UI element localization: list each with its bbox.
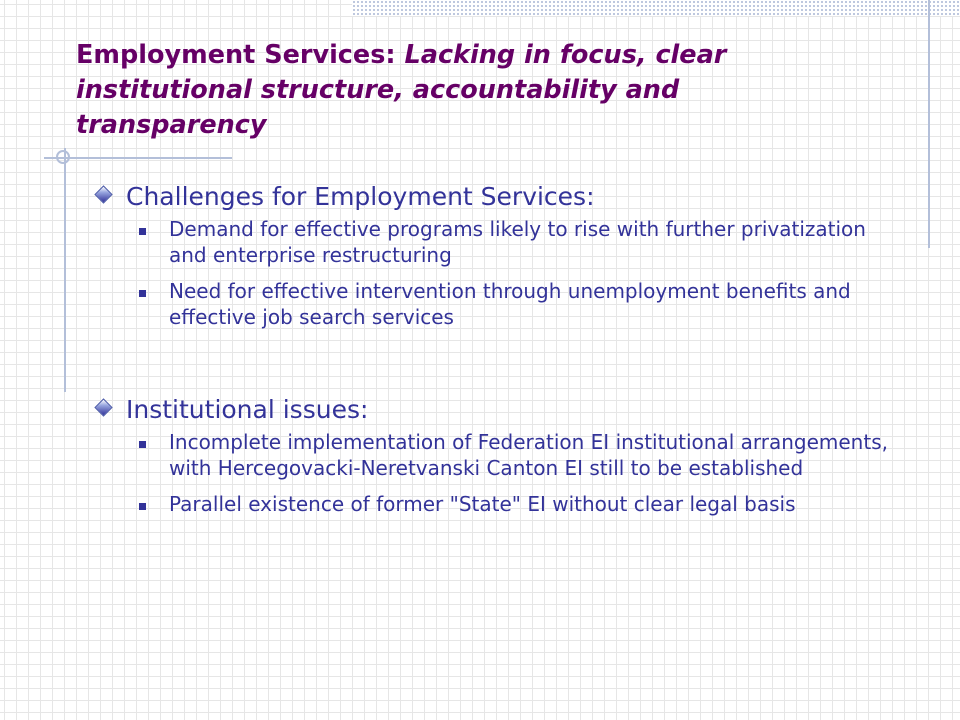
- section-institutional-issues: [94, 395, 914, 527]
- bullet-list: [94, 429, 914, 517]
- bullet-text: Demand for effective programs likely to rise with further privatization and enterprise restructuring: [169, 217, 866, 267]
- bullet-list: [94, 216, 914, 330]
- square-bullet-icon: [139, 503, 146, 510]
- slide-title: [76, 38, 876, 143]
- square-bullet-icon: [139, 290, 146, 297]
- section-challenges: [94, 182, 914, 340]
- bullet-item: [94, 491, 914, 517]
- section-heading: [94, 395, 914, 425]
- decorative-vertical-line-right: [928, 0, 930, 248]
- diamond-bullet-icon: [94, 398, 112, 416]
- decorative-vertical-line-left: [64, 148, 66, 392]
- bullet-text: Need for effective intervention through unemployment benefits and effective job search services: [169, 279, 851, 329]
- bullet-item: [94, 216, 914, 268]
- section-heading: [94, 182, 914, 212]
- square-bullet-icon: [139, 228, 146, 235]
- slide-title-lead: Employment Services:: [76, 40, 405, 70]
- section-heading-text: Challenges for Employment Services:: [126, 182, 595, 211]
- bullet-item: [94, 278, 914, 330]
- bullet-text: Incomplete implementation of Federation EI institutional arrangements, with Hercegovacki-Neretvanski Canton EI still to be established: [169, 430, 888, 480]
- decorative-circle-icon: [56, 150, 70, 164]
- slide-title-subtitle: Lacking in focus, clear institutional structure, accountability and transparency: [76, 40, 727, 140]
- bullet-text: Parallel existence of former "State" EI without clear legal basis: [169, 492, 796, 516]
- decorative-horizontal-line: [44, 157, 232, 159]
- bullet-item: [94, 429, 914, 481]
- decorative-dotted-band: [352, 0, 960, 16]
- section-heading-text: Institutional issues:: [126, 395, 369, 424]
- diamond-bullet-icon: [94, 185, 112, 203]
- square-bullet-icon: [139, 441, 146, 448]
